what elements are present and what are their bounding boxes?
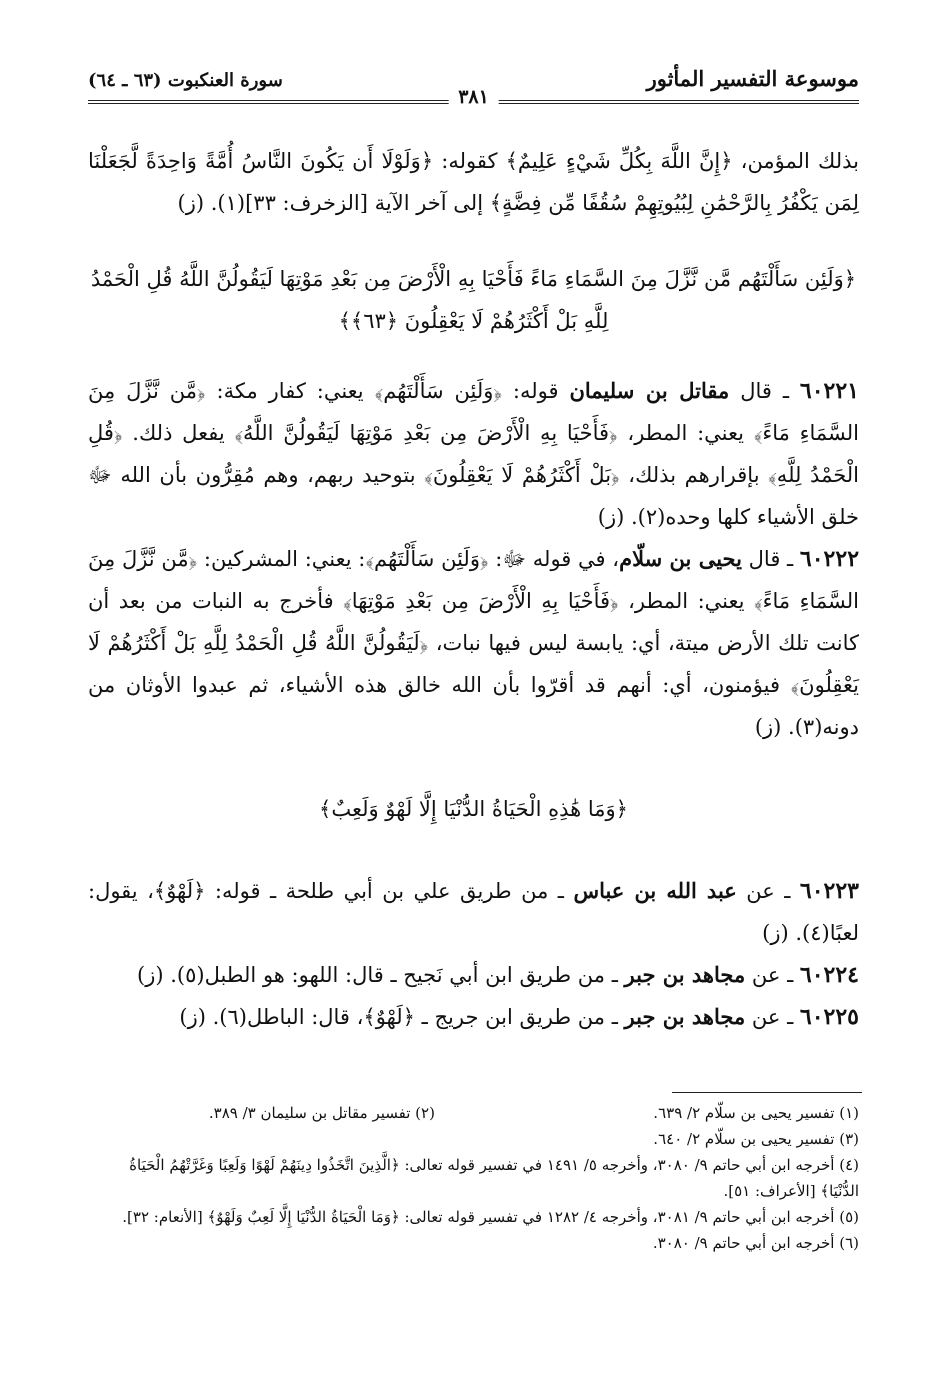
entry-prefix: ـ عن (745, 963, 800, 987)
entry-number: ٦٠٢٢٥ (799, 1004, 859, 1030)
entry-text: قوله: ﴿وَلَئِن سَأَلْتَهُم﴾ يعني: كفار مكة: ﴿مَّن نَّزَّلَ مِنَ السَّمَاءِ مَاءً﴾ يعني: المطر، ﴿فَأَحْيَا بِهِ الْأَرْضَ مِن بَعْدِ مَوْتِهَا لَيَقُولُنَّ اللَّهُ﴾ يفعل ذلك. ﴿قُلِ الْحَمْدُ لِلَّهِ﴾ بإقرارهم بذلك، ﴿بَلْ أَكْثَرُهُمْ لَا يَعْقِلُونَ﴾ بتوحيد ربهم، وهم مُقِرُّون بأن الله ﷻ خلق الأشياء كلها وحده(٢). (ز) (88, 379, 859, 529)
intro-paragraph: بذلك المؤمن، ﴿إِنَّ اللَّهَ بِكُلِّ شَيْءٍ عَلِيمٌ﴾ كقوله: ﴿وَلَوْلَا أَن يَكُونَ النَّاسُ أُمَّةً وَاحِدَةً لَّجَعَلْنَا لِمَن يَكْفُرُ بِالرَّحْمَٰنِ لِبُيُوتِهِمْ سُقُفًا مِّن فِضَّةٍ﴾ إلى آخر الآية [الزخرف: ٣٣](١). (ز) (88, 149, 859, 215)
footnote-3: (٣) تفسير يحيى بن سلّام ٢/ ٦٤٠. (653, 1130, 859, 1148)
page-number: ٣٨١ (448, 86, 499, 108)
entry-text: ـ من طريق ابن أبي نَجيح ـ قال: اللهو: هو الطبل(٥). (ز) (137, 963, 625, 987)
entry-text: ـ من طريق ابن جريج ـ ﴿لَهْوٌ﴾، قال: الباطل(٦). (ز) (179, 1005, 625, 1029)
entry-number: ٦٠٢٢٣ (799, 878, 859, 904)
entry-paragraph (88, 996, 859, 1038)
footnote-5: (٥) أخرجه ابن أبي حاتم ٩/ ٣٠٨١، وأخرجه ٤/ ١٢٨٢ في تفسير قوله تعالى: ﴿وَمَا الْحَيَاةُ الدُّنْيَا إِلَّا لَعِبٌ وَلَهْوٌ﴾ [الأنعام: ٣٢]. (122, 1208, 859, 1226)
entry-paragraph (88, 370, 859, 538)
footnote-separator (672, 1092, 862, 1093)
entry-text: ، في قوله ﷻ: ﴿وَلَئِن سَأَلْتَهُم﴾: يعني: المشركين: ﴿مَّن نَّزَّلَ مِنَ السَّمَاءِ مَاءً﴾ يعني: المطر، ﴿فَأَحْيَا بِهِ الْأَرْضَ مِن بَعْدِ مَوْتِهَا﴾ فأخرج به النبات من بعد أن كانت تلك الأرض ميتة، أي: يابسة ليس فيها نبات، ﴿لَيَقُولُنَّ اللَّهُ قُلِ الْحَمْدُ لِلَّهِ بَلْ أَكْثَرُهُمْ لَا يَعْقِلُونَ﴾ فيؤمنون، أي: أنهم قد أقرّوا بأن الله خالق هذه الأشياء، ثم عبدوا الأوثان من دونه(٣). (ز) (88, 547, 859, 739)
narrator-name: عبد الله بن عباس (573, 878, 737, 903)
verse-heading: ﴿وَمَا هَٰذِهِ الْحَيَاةُ الدُّنْيَا إِلَّا لَهْوٌ وَلَعِبٌ﴾ (319, 797, 628, 821)
entry-number: ٦٠٢٢٢ (799, 546, 860, 572)
entry-paragraph (88, 870, 859, 954)
narrator-name: مقاتل بن سليمان (569, 378, 730, 403)
footnotes (88, 1100, 859, 1256)
entry-paragraph (88, 954, 859, 996)
entry-paragraph (88, 538, 859, 748)
narrator-name: يحيى بن سلّام (619, 546, 742, 571)
entry-prefix: ـ قال (741, 547, 800, 571)
entry-prefix: ـ عن (736, 879, 800, 903)
verse-heading: ﴿وَلَئِن سَأَلْتَهُم مَّن نَّزَّلَ مِنَ السَّمَاءِ مَاءً فَأَحْيَا بِهِ الْأَرْضَ مِن بَعْدِ مَوْتِهَا لَيَقُولُنَّ اللَّهُ قُلِ الْحَمْدُ لِلَّهِ بَلْ أَكْثَرُهُمْ لَا يَعْقِلُونَ ﴿٦٣﴾﴾ (90, 267, 857, 333)
footnote-2: (٢) تفسير مقاتل بن سليمان ٣/ ٣٨٩. (208, 1104, 435, 1122)
entry-prefix: ـ قال (729, 379, 800, 403)
narrator-name: مجاهد بن جبر (624, 962, 746, 987)
footnote-4: (٤) أخرجه ابن أبي حاتم ٩/ ٣٠٨٠، وأخرجه ٥/ ١٤٩١ في تفسير قوله تعالى: ﴿الَّذِينَ اتَّخَذُوا دِينَهُمْ لَهْوًا وَلَعِبًا وَغَرَّتْهُمُ الْحَيَاةُ الدُّنْيَا﴾ [الأعراف: ٥١]. (129, 1156, 859, 1200)
narrator-name: مجاهد بن جبر (624, 1004, 746, 1029)
entry-text: ـ من طريق علي بن أبي طلحة ـ قوله: ﴿لَهْوٌ﴾، يقول: لعبًا(٤). (ز) (88, 879, 859, 945)
surah-label: سورة العنكبوت (٦٣ ـ ٦٤) (88, 70, 283, 91)
entry-prefix: ـ عن (745, 1005, 800, 1029)
entry-number: ٦٠٢٢١ (799, 378, 859, 404)
footnote-1: (١) تفسير يحيى بن سلّام ٢/ ٦٣٩. (653, 1104, 859, 1122)
entry-number: ٦٠٢٢٤ (799, 962, 859, 988)
footnote-row (88, 1100, 859, 1126)
footnote-6: (٦) أخرجه ابن أبي حاتم ٩/ ٣٠٨٠. (652, 1234, 859, 1252)
page-body (88, 140, 859, 1038)
book-title: موسوعة التفسير المأثور (646, 66, 859, 91)
page-header (88, 62, 859, 106)
